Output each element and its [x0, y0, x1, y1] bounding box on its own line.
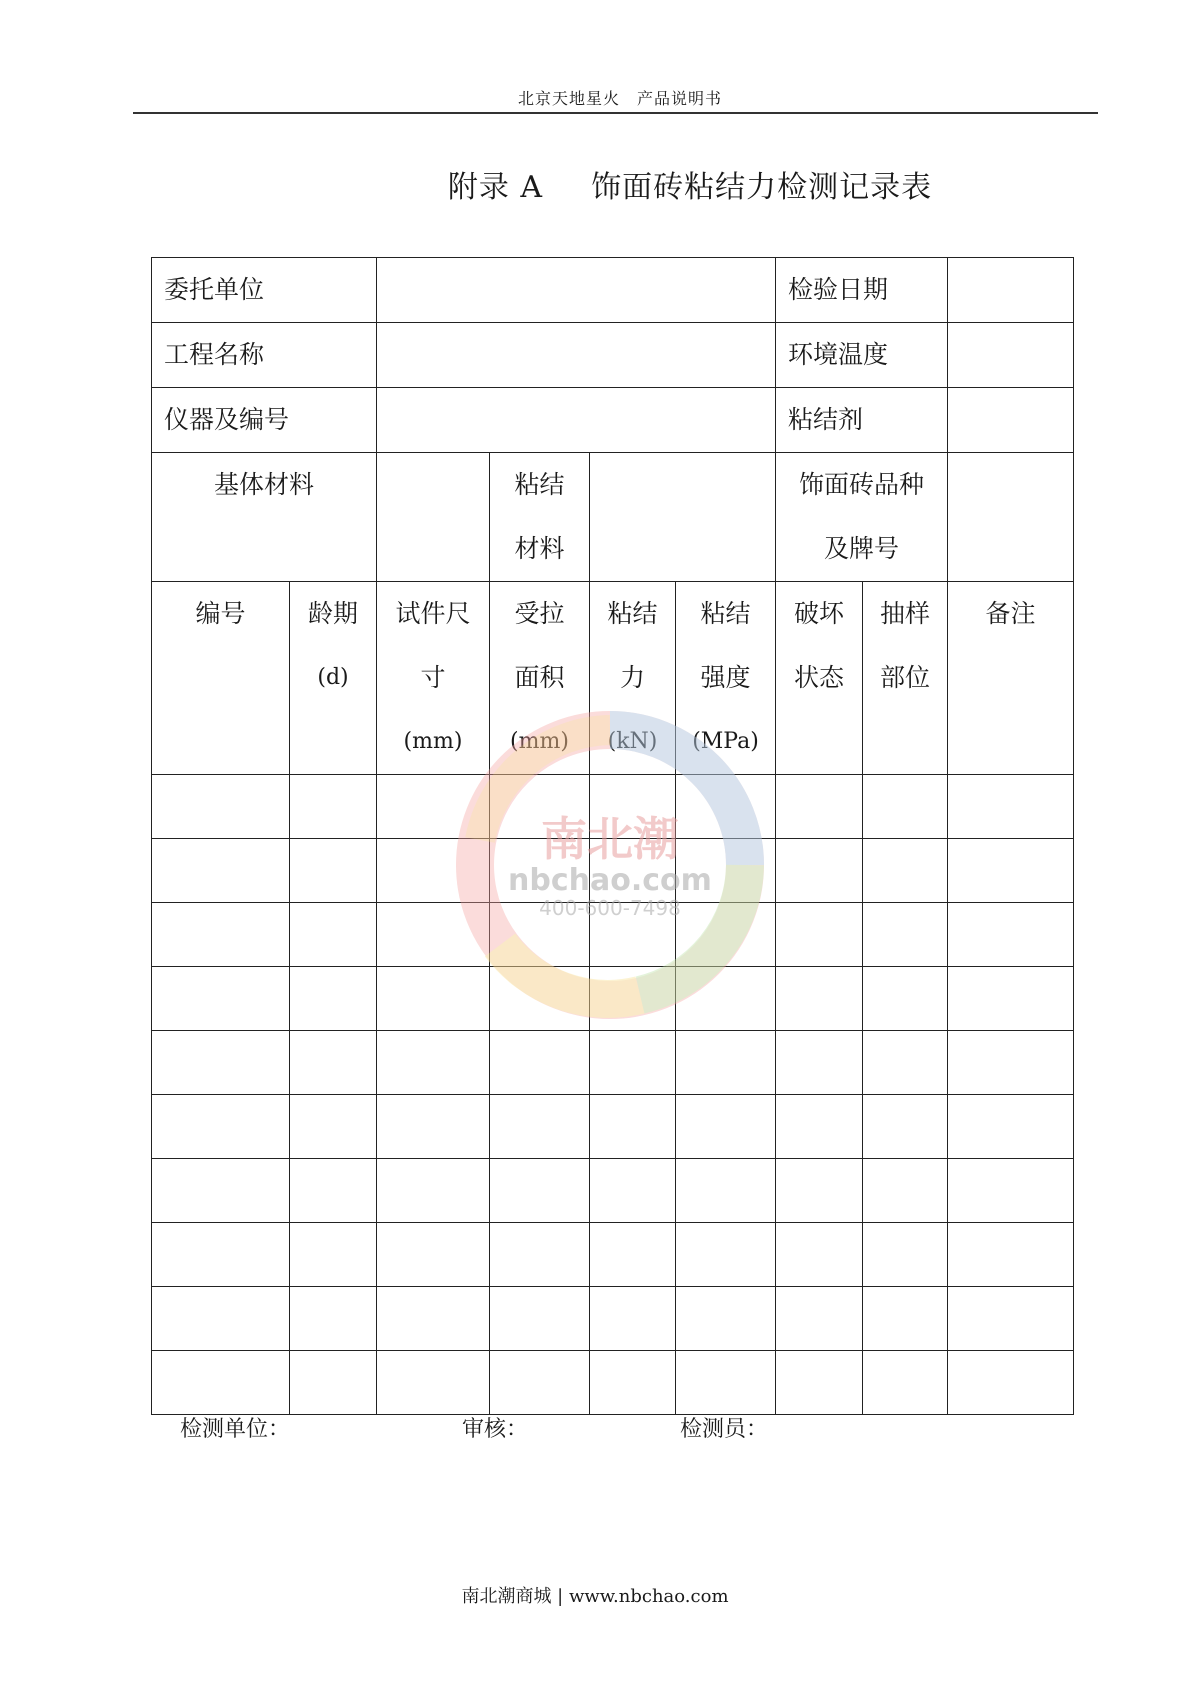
table-cell[interactable]	[590, 775, 676, 839]
table-cell[interactable]	[948, 967, 1074, 1031]
table-cell[interactable]	[590, 1223, 676, 1287]
table-cell[interactable]	[776, 1159, 863, 1223]
col-header-tensile-area	[490, 582, 590, 775]
table-cell[interactable]	[290, 1159, 377, 1223]
table-cell[interactable]	[152, 775, 290, 839]
instrument-label: 仪器及编号	[152, 388, 377, 453]
adhesive-field[interactable]	[948, 388, 1074, 453]
table-cell[interactable]	[776, 1223, 863, 1287]
base-material-label: 基体材料	[152, 453, 377, 582]
data-rows	[152, 775, 1074, 1415]
sign-unit-label: 检测单位：	[180, 1417, 291, 1442]
table-cell[interactable]	[948, 1287, 1074, 1351]
col-header-bond-strength-l1: 粘结	[700, 599, 751, 628]
table-cell[interactable]	[676, 1095, 776, 1159]
table-cell[interactable]	[290, 1031, 377, 1095]
table-cell[interactable]	[863, 903, 948, 967]
table-cell[interactable]	[863, 967, 948, 1031]
table-cell[interactable]	[290, 1223, 377, 1287]
col-header-sampling-location	[863, 582, 948, 775]
col-header-bond-force-l1: 粘结	[607, 599, 658, 628]
instrument-field[interactable]	[377, 388, 776, 453]
watermark-domain: nbchao.com	[508, 863, 712, 898]
table-row	[152, 1223, 1074, 1287]
col-header-specimen-size-l2: 寸	[420, 663, 446, 692]
table-cell[interactable]	[377, 775, 490, 839]
col-header-remarks	[948, 582, 1074, 775]
table-cell[interactable]	[948, 1031, 1074, 1095]
bond-material-field[interactable]	[590, 453, 776, 582]
test-date-label: 检验日期	[776, 258, 948, 323]
table-cell[interactable]	[948, 1223, 1074, 1287]
table-cell[interactable]	[290, 1351, 377, 1415]
table-cell[interactable]	[863, 1095, 948, 1159]
table-cell[interactable]	[490, 903, 590, 967]
adhesive-label: 粘结剂	[776, 388, 948, 453]
table-cell[interactable]	[590, 839, 676, 903]
table-cell[interactable]	[948, 775, 1074, 839]
project-label: 工程名称	[152, 323, 377, 388]
col-header-bond-strength-unit: (MPa)	[692, 729, 759, 754]
table-cell[interactable]	[590, 903, 676, 967]
table-cell[interactable]	[676, 1031, 776, 1095]
table-cell[interactable]	[863, 1159, 948, 1223]
table-row	[152, 839, 1074, 903]
table-cell[interactable]	[776, 903, 863, 967]
project-field[interactable]	[377, 323, 776, 388]
page-header: 北京天地星火 产品说明书	[517, 89, 722, 108]
table-cell[interactable]	[490, 1031, 590, 1095]
table-cell[interactable]	[377, 839, 490, 903]
table-row	[152, 1095, 1074, 1159]
table-cell[interactable]	[490, 1159, 590, 1223]
table-cell[interactable]	[590, 1031, 676, 1095]
col-header-remarks-l1: 备注	[985, 599, 1036, 628]
table-cell[interactable]	[490, 967, 590, 1031]
table-cell[interactable]	[863, 839, 948, 903]
sign-inspector-label: 检测员：	[680, 1417, 769, 1442]
col-header-age	[290, 582, 377, 775]
table-cell[interactable]	[948, 903, 1074, 967]
table-cell[interactable]	[377, 1287, 490, 1351]
table-row	[152, 1287, 1074, 1351]
table-cell[interactable]	[676, 1287, 776, 1351]
col-header-tensile-area-l2: 面积	[514, 663, 565, 692]
record-table	[151, 257, 1074, 1415]
table-cell[interactable]	[863, 775, 948, 839]
col-header-bond-strength-l2: 强度	[700, 663, 751, 692]
tile-type-label	[776, 453, 948, 582]
table-cell[interactable]	[676, 1223, 776, 1287]
table-cell[interactable]	[152, 1031, 290, 1095]
col-header-number	[152, 582, 290, 775]
tile-type-field[interactable]	[948, 453, 1074, 582]
table-cell[interactable]	[590, 1351, 676, 1415]
col-header-sampling-location-l1: 抽样	[879, 599, 930, 628]
sign-reviewer-label: 审核：	[462, 1417, 529, 1442]
table-cell[interactable]	[776, 1287, 863, 1351]
table-cell[interactable]	[290, 1095, 377, 1159]
table-cell[interactable]	[152, 967, 290, 1031]
table-row	[152, 967, 1074, 1031]
table-cell[interactable]	[290, 839, 377, 903]
col-header-sampling-location-l2: 部位	[879, 663, 930, 692]
table-cell[interactable]	[490, 1095, 590, 1159]
table-row	[152, 1159, 1074, 1223]
page-footer: 南北潮商城 | www.nbchao.com	[461, 1586, 729, 1607]
header-rule	[133, 112, 1098, 114]
table-cell[interactable]	[676, 1159, 776, 1223]
col-header-bond-force-unit: (kN)	[607, 729, 658, 754]
table-cell[interactable]	[152, 1159, 290, 1223]
table-cell[interactable]	[863, 1287, 948, 1351]
table-cell[interactable]	[676, 775, 776, 839]
table-cell[interactable]	[490, 1287, 590, 1351]
table-cell[interactable]	[377, 1351, 490, 1415]
table-cell[interactable]	[776, 839, 863, 903]
bond-material-label	[490, 453, 590, 582]
col-header-failure-mode-l1: 破坏	[793, 599, 844, 628]
table-cell[interactable]	[776, 1031, 863, 1095]
table-cell[interactable]	[590, 1095, 676, 1159]
table-cell[interactable]	[490, 1223, 590, 1287]
table-cell[interactable]	[377, 1159, 490, 1223]
table-row	[152, 775, 1074, 839]
table-row	[152, 1031, 1074, 1095]
test-date-field[interactable]	[948, 258, 1074, 323]
base-material-field[interactable]	[377, 453, 490, 582]
col-header-number-l1: 编号	[195, 599, 246, 628]
table-cell[interactable]	[863, 1223, 948, 1287]
env-temp-label: 环境温度	[776, 323, 948, 388]
table-cell[interactable]	[776, 967, 863, 1031]
table-cell[interactable]	[290, 1287, 377, 1351]
bond-material-label-line2: 材料	[514, 534, 565, 563]
table-cell[interactable]	[863, 1031, 948, 1095]
table-cell[interactable]	[377, 1223, 490, 1287]
table-cell[interactable]	[948, 839, 1074, 903]
col-header-tensile-area-unit: (mm)	[510, 729, 569, 754]
table-cell[interactable]	[948, 1351, 1074, 1415]
table-cell[interactable]	[948, 1095, 1074, 1159]
client-field[interactable]	[377, 258, 776, 323]
title-main: 饰面砖粘结力检测记录表	[591, 170, 933, 205]
watermark-phone: 400-600-7498	[539, 896, 681, 920]
col-header-bond-force	[590, 582, 676, 775]
page-title	[0, 162, 1200, 206]
tile-type-label-line2: 及牌号	[823, 534, 899, 563]
col-header-age-l1: 龄期	[307, 599, 358, 628]
col-header-bond-force-l2: 力	[619, 663, 645, 692]
table-cell[interactable]	[863, 1351, 948, 1415]
col-header-specimen-size	[377, 582, 490, 775]
table-cell[interactable]	[676, 1351, 776, 1415]
table-cell[interactable]	[676, 839, 776, 903]
table-cell[interactable]	[490, 775, 590, 839]
table-cell[interactable]	[590, 1159, 676, 1223]
table-cell[interactable]	[490, 1351, 590, 1415]
table-cell[interactable]	[490, 839, 590, 903]
column-header-row	[152, 582, 1074, 775]
table-cell[interactable]	[377, 1095, 490, 1159]
table-cell[interactable]	[948, 1159, 1074, 1223]
table-cell[interactable]	[290, 967, 377, 1031]
table-cell[interactable]	[152, 903, 290, 967]
table-cell[interactable]	[776, 1095, 863, 1159]
table-cell[interactable]	[290, 903, 377, 967]
table-cell[interactable]	[676, 967, 776, 1031]
col-header-specimen-size-l1: 试件尺	[395, 599, 471, 628]
table-row	[152, 1351, 1074, 1415]
client-label: 委托单位	[152, 258, 377, 323]
table-cell[interactable]	[152, 1095, 290, 1159]
table-cell[interactable]	[776, 775, 863, 839]
table-cell[interactable]	[590, 1287, 676, 1351]
col-header-failure-mode-l2: 状态	[793, 663, 844, 692]
table-cell[interactable]	[377, 967, 490, 1031]
table-cell[interactable]	[152, 839, 290, 903]
col-header-failure-mode	[776, 582, 863, 775]
table-cell[interactable]	[776, 1351, 863, 1415]
col-header-specimen-size-unit: (mm)	[403, 729, 463, 754]
table-cell[interactable]	[377, 1031, 490, 1095]
table-cell[interactable]	[377, 903, 490, 967]
table-cell[interactable]	[152, 1287, 290, 1351]
table-cell[interactable]	[590, 967, 676, 1031]
env-temp-field[interactable]	[948, 323, 1074, 388]
col-header-tensile-area-l1: 受拉	[514, 599, 565, 628]
table-cell[interactable]	[676, 903, 776, 967]
table-row	[152, 903, 1074, 967]
bond-material-label-line1: 粘结	[514, 470, 565, 499]
tile-type-label-line1: 饰面砖品种	[798, 470, 924, 499]
table-cell[interactable]	[152, 1223, 290, 1287]
table-cell[interactable]	[152, 1351, 290, 1415]
col-header-age-unit: (d)	[317, 665, 349, 690]
watermark-cn: 南北潮	[541, 812, 679, 866]
table-cell[interactable]	[290, 775, 377, 839]
title-prefix: 附录 A	[447, 170, 544, 205]
col-header-bond-strength	[676, 582, 776, 775]
